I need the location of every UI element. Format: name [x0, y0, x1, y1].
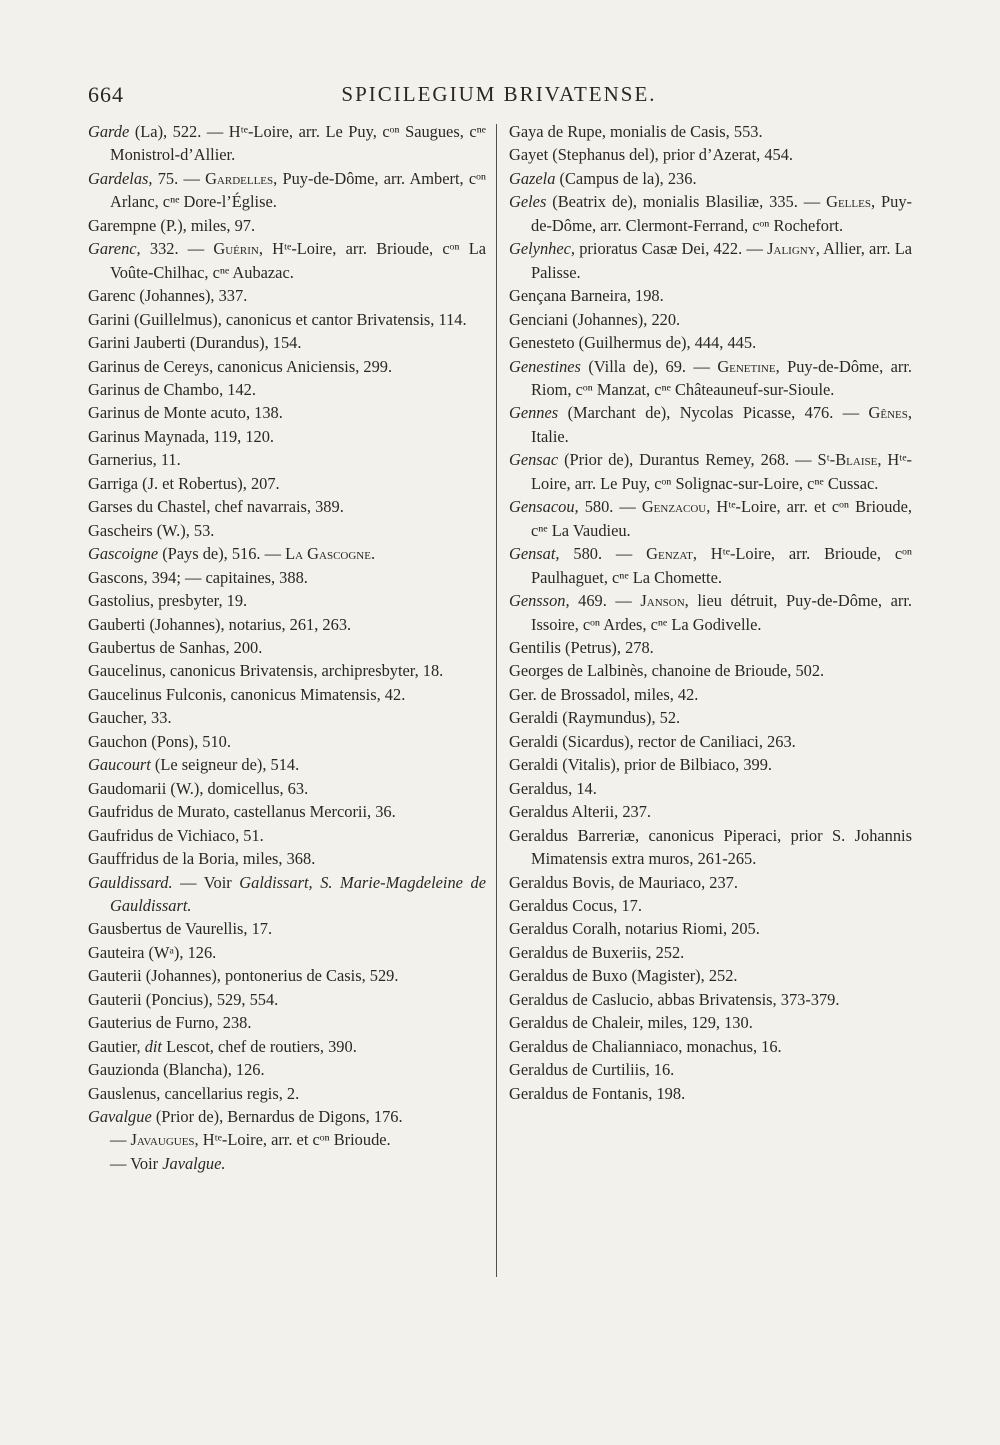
entry-headword: Gazela [509, 168, 556, 188]
index-entry [509, 1011, 912, 1034]
index-entry [88, 613, 486, 636]
entry-headword: Gavalgue [88, 1107, 152, 1127]
entry-headword: Gaucourt [88, 755, 151, 775]
index-entry [509, 730, 912, 753]
entry-text: Gauzionda (Blancha), 126. [88, 1060, 265, 1080]
index-entry [88, 824, 486, 847]
entry-text: Gaucelinus, canonicus Brivatensis, archipresbyter, 18. [88, 661, 444, 681]
index-entry [88, 917, 486, 940]
entry-text: , Hᵗᵉ-Loire, arr. et cᵒⁿ Brioude. [194, 1130, 391, 1150]
entry-text: — [110, 1130, 131, 1150]
index-entry [509, 706, 912, 729]
entry-text: , Hᵗᵉ-Loire, arr. Brioude, cᵒⁿ La Voûte-Chilhac, cⁿᵉ Aubazac. [110, 239, 486, 282]
entry-text: , Puy-de-Dôme, arr. Riom, cᵒⁿ Manzat, cⁿᵉ Châteauneuf-sur-Sioule. [531, 356, 912, 399]
entry-text: Gençana Barneira, 198. [509, 286, 664, 306]
index-entry [88, 589, 486, 612]
index-entry [509, 636, 912, 659]
entry-text: Gauterii (Johannes), pontonerius de Casis, 529. [88, 966, 399, 986]
entry-modern-place: Genzacou [641, 497, 707, 517]
entry-text: Georges de Lalbinès, chanoine de Brioude, 502. [509, 661, 825, 681]
index-entry [509, 871, 912, 894]
entry-headword: Genestines [509, 356, 581, 376]
entry-text: , Puy-de-Dôme, arr. Clermont-Ferrand, cᵒⁿ Rochefort. [531, 192, 912, 235]
entry-text: Gaubertus de Sanhas, 200. [88, 637, 263, 657]
index-entry [88, 683, 486, 706]
entry-text: 332. — [140, 239, 214, 259]
index-entry [509, 448, 912, 495]
entry-text: Geraldus de Chaleir, miles, 129, 130. [509, 1013, 753, 1033]
entry-headword: Gensacou, [509, 497, 579, 517]
entry-text: Garini (Guillelmus), canonicus et cantor Brivatensis, 114. [88, 309, 467, 329]
index-entry [509, 683, 912, 706]
index-entry [88, 1152, 486, 1175]
entry-headword: Gennes [509, 403, 559, 423]
index-entry [88, 871, 486, 918]
index-entry [509, 355, 912, 402]
entry-headword: Gensson, [509, 591, 570, 611]
entry-text: Gaufridus de Murato, castellanus Mercorii, 36. [88, 802, 396, 822]
entry-text: , Hᵗᵉ-Loire, arr. Le Puy, cᵒⁿ Solignac-sur-Loire, cⁿᵉ Cussac. [531, 450, 912, 493]
entry-text: Gautier, [88, 1036, 145, 1056]
entry-text: Gausbertus de Vaurellis, 17. [88, 919, 273, 939]
index-entry [88, 1128, 486, 1151]
entry-text: Geraldi (Raymundus), 52. [509, 708, 681, 728]
entry-italic: Galdissart, S. Marie-Magdeleine de Gauldissart. [110, 872, 486, 915]
index-entry [509, 143, 912, 166]
entry-text: Garriga (J. et Robertus), 207. [88, 473, 280, 493]
index-entry [509, 542, 912, 589]
entry-text: Genesteto (Guilhermus de), 444, 445. [509, 333, 757, 353]
index-entry [88, 659, 486, 682]
entry-text: Gaucher, 33. [88, 708, 172, 728]
index-entry [509, 753, 912, 776]
index-entry [509, 495, 912, 542]
entry-text: (Prior de), Bernardus de Digons, 176. [151, 1107, 403, 1127]
entry-text: Geraldus de Fontanis, 198. [509, 1083, 686, 1103]
index-entry [88, 425, 486, 448]
entry-text: Geraldus, 14. [509, 778, 597, 798]
index-entry [88, 214, 486, 237]
entry-text: . [370, 544, 376, 564]
entry-modern-place: Genzat [646, 544, 693, 564]
index-entry [509, 589, 912, 636]
index-entry [509, 167, 912, 190]
entry-text: prioratus Casæ Dei, 422. — [574, 239, 768, 259]
entry-text: Lescot, chef de routiers, 390. [162, 1036, 357, 1056]
entry-modern-place: Janson [640, 591, 685, 611]
index-entry [88, 542, 486, 565]
entry-text: Geraldus Coralh, notarius Riomi, 205. [509, 919, 760, 939]
entry-modern-place: Javaugues [130, 1130, 195, 1150]
page-header [88, 82, 910, 118]
entry-text: Geraldus de Buxo (Magister), 252. [509, 966, 738, 986]
index-entry [509, 284, 912, 307]
index-entry [88, 777, 486, 800]
index-entry [88, 167, 486, 214]
entry-text: Gauchon (Pons), 510. [88, 731, 231, 751]
entry-text: , Hᵗᵉ-Loire, arr. Brioude, cᵒⁿ Paulhaguet, cⁿᵉ La Chomette. [531, 544, 912, 587]
entry-italic: Javalgue. [162, 1153, 226, 1173]
entry-headword: Garenc, [88, 239, 141, 259]
index-entry [88, 401, 486, 424]
entry-text: Gauberti (Johannes), notarius, 261, 263. [88, 614, 352, 634]
entry-modern-place: Gênes [868, 403, 908, 423]
entry-headword: Gensat, [509, 544, 560, 564]
entry-text: Gastolius, presbyter, 19. [88, 591, 248, 611]
entry-text: Genciani (Johannes), 220. [509, 309, 681, 329]
entry-text: , Allier, arr. La Palisse. [531, 239, 912, 282]
index-entry [88, 730, 486, 753]
index-entry [88, 1058, 486, 1081]
entry-text: 580. — [578, 497, 642, 517]
entry-text: Gauterii (Poncius), 529, 554. [88, 989, 279, 1009]
entry-text: Geraldus Alterii, 237. [509, 802, 652, 822]
index-entry [88, 1105, 486, 1128]
index-entry [509, 964, 912, 987]
entry-headword: Gascoigne [88, 544, 159, 564]
entry-text: Geraldus Barreriæ, canonicus Piperaci, prior S. Johannis Mimatensis extra muros, 261-265. [509, 825, 912, 869]
entry-text: Gaucelinus Fulconis, canonicus Mimatensis, 42. [88, 684, 406, 704]
entry-modern-place: Blaise [835, 450, 878, 470]
index-entry [509, 917, 912, 940]
entry-headword: Gauldissard. [88, 872, 173, 892]
entry-text: Gauteira (Wᵃ), 126. [88, 942, 217, 962]
index-entry [509, 800, 912, 823]
index-entry [88, 378, 486, 401]
entry-headword: Geles [509, 192, 547, 212]
entry-text: (Prior de), Durantus Remey, 268. — Sᵗ- [558, 450, 836, 470]
entry-text: Garenc (Johannes), 337. [88, 286, 248, 306]
index-entry [88, 847, 486, 870]
right-column [509, 120, 912, 1105]
left-column [88, 120, 486, 1175]
index-entry [88, 448, 486, 471]
entry-modern-place: Genetine [717, 356, 776, 376]
index-entry [509, 988, 912, 1011]
index-entry [509, 894, 912, 917]
entry-text: Garinus de Chambo, 142. [88, 379, 256, 399]
entry-modern-place: Jaligny [767, 239, 816, 259]
entry-text: Gaya de Rupe, monialis de Casis, 553. [509, 122, 763, 141]
entry-modern-place: Guérin [213, 239, 259, 259]
index-entry [509, 237, 912, 284]
entry-text: — Voir [172, 872, 240, 892]
index-entry [509, 1058, 912, 1081]
column-divider [496, 124, 497, 1277]
entry-text: 469. — [569, 591, 641, 611]
index-entry [88, 519, 486, 542]
entry-text: Garinus de Cereys, canonicus Aniciensis, 299. [88, 356, 393, 376]
index-entry [509, 659, 912, 682]
index-entry [88, 284, 486, 307]
entry-modern-place: La Gascogne [285, 544, 371, 564]
entry-text: (Marchant de), Nycolas Picasse, 476. — [558, 403, 869, 423]
entry-text: Garses du Chastel, chef navarrais, 389. [88, 497, 344, 517]
entry-text: Geraldus de Buxeriis, 252. [509, 942, 685, 962]
entry-text: Geraldus de Curtiliis, 16. [509, 1060, 675, 1080]
entry-text: , Hᵗᵉ-Loire, arr. et cᵒⁿ Brioude, cⁿᵉ La Vaudieu. [531, 497, 912, 540]
entry-text: (Campus de la), 236. [555, 168, 697, 188]
index-entry [88, 237, 486, 284]
entry-text: 75. — [152, 168, 206, 188]
entry-text: Geraldus Bovis, de Mauriaco, 237. [509, 872, 738, 892]
entry-text: Geraldus de Caslucio, abbas Brivatensis, 373-379. [509, 989, 840, 1009]
entry-text: (La), 522. — Hᵗᵉ-Loire, arr. Le Puy, cᵒⁿ Saugues, cⁿᵉ Monistrol-d’Allier. [110, 122, 486, 165]
entry-text: Gauffridus de la Boria, miles, 368. [88, 849, 316, 869]
entry-text: Gauterius de Furno, 238. [88, 1013, 252, 1033]
entry-text: , lieu détruit, Puy-de-Dôme, arr. Issoire, cᵒⁿ Ardes, cⁿᵉ La Godivelle. [531, 591, 912, 634]
entry-text: (Pays de), 516. — [158, 544, 286, 564]
entry-headword: Gelynhec, [509, 239, 575, 259]
entry-text: Geraldi (Sicardus), rector de Caniliaci, 263. [509, 731, 796, 751]
index-entry [509, 1082, 912, 1105]
entry-text: — Voir [110, 1153, 163, 1173]
entry-text: Gayet (Stephanus del), prior d’Azerat, 454. [509, 145, 794, 165]
index-entry [88, 800, 486, 823]
entry-modern-place: Gardelles [205, 168, 274, 188]
page-number: 664 [88, 82, 124, 107]
entry-text: Geraldi (Vitalis), prior de Bilbiaco, 399. [509, 755, 773, 775]
entry-modern-place: Gelles [826, 192, 871, 212]
entry-text: Gaufridus de Vichiaco, 51. [88, 825, 264, 845]
index-entry [509, 1035, 912, 1058]
entry-text: Gascons, 394; — capitaines, 388. [88, 567, 308, 587]
entry-text: , Italie. [531, 403, 912, 446]
index-entry [88, 706, 486, 729]
index-entry [88, 964, 486, 987]
entry-text: Garnerius, 11. [88, 450, 181, 470]
index-entry [509, 777, 912, 800]
index-entry [88, 308, 486, 331]
index-entry [88, 988, 486, 1011]
entry-text: (Villa de), 69. — [580, 356, 718, 376]
index-entry [88, 495, 486, 518]
index-entry [88, 355, 486, 378]
index-entry [509, 308, 912, 331]
entry-text: Gentilis (Petrus), 278. [509, 637, 654, 657]
index-entry [88, 1035, 486, 1058]
entry-text: 580. — [559, 544, 647, 564]
index-entry [509, 824, 912, 871]
entry-text: Ger. de Brossadol, miles, 42. [509, 684, 699, 704]
entry-text: Garinus de Monte acuto, 138. [88, 403, 283, 423]
index-entry [509, 120, 912, 143]
index-entry [88, 120, 486, 167]
entry-text: Geraldus Cocus, 17. [509, 895, 642, 915]
entry-text: Geraldus de Chalianniaco, monachus, 16. [509, 1036, 782, 1056]
index-entry [88, 636, 486, 659]
index-entry [509, 331, 912, 354]
index-entry [88, 753, 486, 776]
entry-text: (Le seigneur de), 514. [150, 755, 300, 775]
entry-text: (Beatrix de), monialis Blasiliæ, 335. — [546, 192, 827, 212]
index-entry [88, 331, 486, 354]
entry-text: Garempne (P.), miles, 97. [88, 215, 256, 235]
index-entry [88, 941, 486, 964]
index-entry [88, 566, 486, 589]
entry-headword: Gensac [509, 450, 559, 470]
entry-italic: dit [144, 1036, 162, 1056]
index-entry [509, 941, 912, 964]
entry-text: Garinus Maynada, 119, 120. [88, 426, 275, 446]
index-entry [509, 190, 912, 237]
index-entry [88, 472, 486, 495]
entry-text: , Puy-de-Dôme, arr. Ambert, cᵒⁿ Arlanc, cⁿᵉ Dore-l’Église. [110, 168, 487, 212]
running-title: SPICILEGIUM BRIVATENSE. [341, 82, 657, 106]
entry-headword: Gardelas, [88, 168, 153, 188]
entry-headword: Garde [88, 122, 130, 141]
entry-text: Gascheirs (W.), 53. [88, 520, 215, 540]
index-entry [88, 1011, 486, 1034]
entry-text: Garini Jauberti (Durandus), 154. [88, 333, 302, 353]
entry-text: Gaudomarii (W.), domicellus, 63. [88, 778, 309, 798]
index-entry [88, 1082, 486, 1105]
entry-text: Gauslenus, cancellarius regis, 2. [88, 1083, 300, 1103]
index-entry [509, 401, 912, 448]
